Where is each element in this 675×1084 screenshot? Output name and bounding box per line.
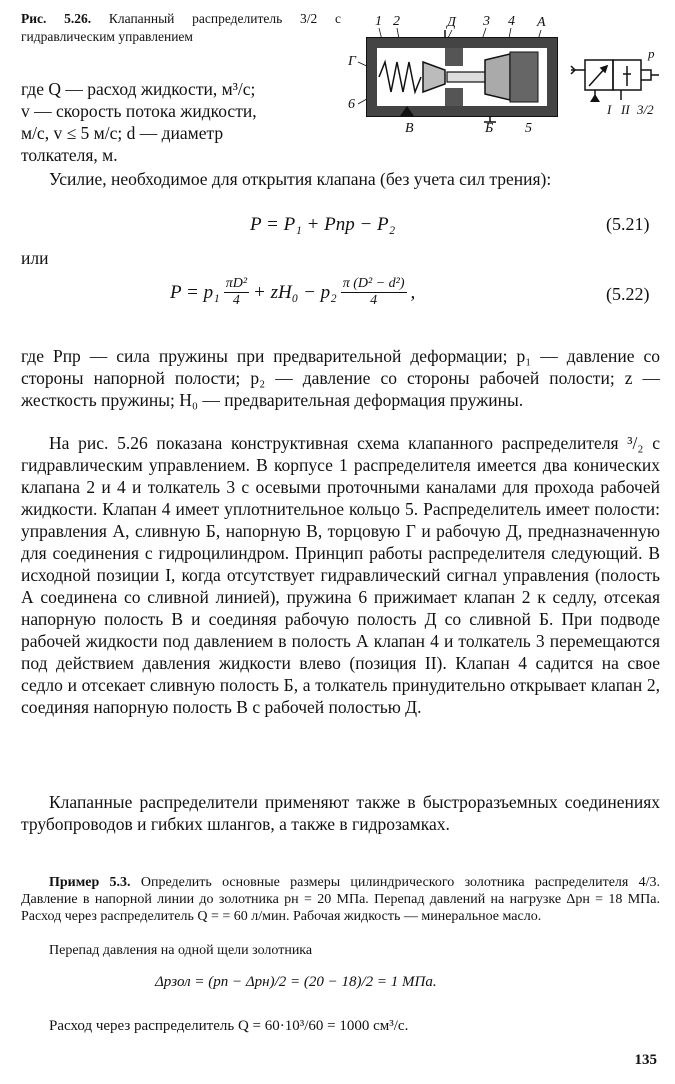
symbol-i: I [607,102,612,117]
label-6: 6 [348,97,355,112]
fraction-2-numerator: π (D² − d²) [342,276,405,291]
equation-number-5-21: (5.21) [606,214,650,234]
fraction-1-numerator: πD² [225,276,248,291]
equation-number-5-22: (5.22) [606,284,650,304]
example-title: Пример 5.3. [49,875,131,890]
symbol-3-2: 3/2 [637,102,654,117]
fraction-1-denominator: 4 [232,293,240,308]
valve-diagram [345,10,665,140]
paragraph-use: Клапанные распределители применяют также в быстроразъемных соединениях трубопроводов и гибких шлангов, а также в гидрозамках. [21,792,660,834]
definitions-block [21,78,336,166]
eq-middle: + zH₀ − p₂ [253,281,337,303]
example-flow-line: Расход через распределитель Q = 60·10³/60 = 1000 см³/с. [49,1018,409,1034]
label-a: А [537,15,546,30]
paragraph-where: где Pпр — сила пружины при предварительной деформации; p₁ — давление со стороны напорной полости; p₂ — давление со стороны рабочей полости; z — жесткость пружины; H₀ — предварительная деформация пружины. [21,346,660,410]
example-drop-equation: Δpзол = (pп − Δpн)/2 = (20 − 18)/2 = 1 МПа. [155,974,437,990]
caption-text: Клапанный распределитель 3/2 с гидравлическим управлением [21,11,342,44]
label-2: 2 [393,14,400,29]
paragraph-force: Усилие, необходимое для открытия клапана (без учета сил трения): [49,169,552,189]
fraction-2-denominator: 4 [370,293,378,308]
example-drop-label: Перепад давления на одной щели золотника [49,943,313,958]
figure-caption [21,10,341,46]
symbol-ii: II [621,102,630,117]
label-d: Д [447,15,456,30]
label-b: Б [485,121,494,136]
definition-line: м/с, v ≤ 5 м/с; d — диаметр [21,123,224,143]
symbol-p: p [648,46,655,61]
paragraph-main: На рис. 5.26 показана конструктивная схема клапанного распределителя ³/₂ с гидравлическим управлением. В корпусе 1 распределителя имеется два конических клапана 2 и 4 и толкатель 3 с осевыми проточными каналами для прохода рабочей жидкости. Клапан 4 имеет уплотнительное кольцо 5. Распределитель имеет полости: управления А, сливную Б, напорную В, торцовую Г и рабочую Д, предназначенную для соединения с гидроцилиндром. Принцип работы распределителя следующий. В исходной позиции I, когда отсутствует гидравлический сигнал управления (полость А соединена со сливной линией), пружина 6 прижимает клапан 2 к седлу, отсекая напорную полость В и соединяя рабочую полость Д со сливной Б. При подводе рабочей жидкости под давлением в полость А клапан 4 и толкатель 3 перемещаются под действием давления жидкости влево (позиция II). Клапан 4 садится на свое седло и отсекает сливную полость Б, а толкатель принудительно открывает клапан 2, соединяя напорную полость В с рабочей полостью Д. [21,433,660,717]
eq-lhs: P = p₁ [170,281,220,303]
fraction-1 [224,276,249,309]
eq-comma: , [410,281,416,303]
example-text: Определить основные размеры цилиндрического золотника распределителя 4/3. Давление в напорной линии до золотника pн = 20 МПа. Перепад давлений на нагрузке Δpн = 18 МПа. Расход через распределитель Q = = 60 л/мин. Рабочая жидкость — минеральное масло. [21,875,661,924]
label-1: 1 [375,14,382,29]
page-number: 135 [634,1052,657,1068]
label-v: В [405,121,414,136]
label-5: 5 [525,121,532,136]
example-block [21,874,660,925]
caption-label: Рис. 5.26. [21,11,92,26]
definition-line: толкателя, м. [21,145,118,165]
or-word: или [21,248,49,268]
label-4: 4 [508,14,515,29]
equation-5-22 [170,276,415,309]
definition-line: где Q — расход жидкости, м³/с; [21,79,256,99]
definition-line: v — скорость потока жидкости, [21,101,257,121]
equation-5-21: P = P₁ + Pпр − P₂ [250,214,396,235]
label-g: Г [348,54,356,69]
label-3: 3 [483,14,490,29]
fraction-2 [341,276,407,309]
